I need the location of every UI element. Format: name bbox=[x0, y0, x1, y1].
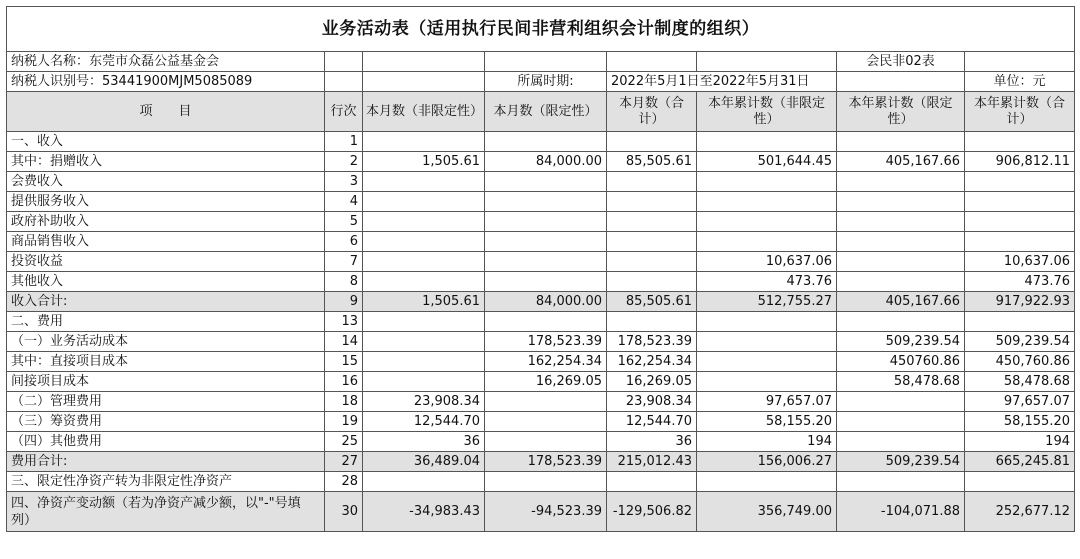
cell-ytd-total: 194 bbox=[965, 432, 1075, 452]
cell-ytd-restricted: 509,239.54 bbox=[837, 332, 965, 352]
cell-month-unrestricted bbox=[363, 472, 485, 492]
cell-month-restricted: 162,254.34 bbox=[485, 352, 607, 372]
cell-month-total bbox=[607, 472, 697, 492]
table-row bbox=[7, 312, 1075, 332]
cell-ytd-unrestricted bbox=[697, 232, 837, 252]
cell-item: 间接项目成本 bbox=[7, 372, 325, 392]
table-row bbox=[7, 132, 1075, 152]
table-row bbox=[7, 152, 1075, 172]
cell-month-unrestricted bbox=[363, 272, 485, 292]
cell-month-restricted: 178,523.39 bbox=[485, 452, 607, 472]
cell-item: 一、收入 bbox=[7, 132, 325, 152]
cell-ytd-total: 58,155.20 bbox=[965, 412, 1075, 432]
cell-month-unrestricted bbox=[363, 172, 485, 192]
cell-row-no: 27 bbox=[325, 452, 363, 472]
cell-row-no: 4 bbox=[325, 192, 363, 212]
table-row bbox=[7, 172, 1075, 192]
cell-month-restricted bbox=[485, 272, 607, 292]
cell-ytd-unrestricted bbox=[697, 472, 837, 492]
cell-month-total: 23,908.34 bbox=[607, 392, 697, 412]
col-header-row-no: 行次 bbox=[325, 92, 363, 132]
cell-ytd-total: 473.76 bbox=[965, 272, 1075, 292]
cell-row-no: 18 bbox=[325, 392, 363, 412]
table-row bbox=[7, 432, 1075, 452]
cell-month-restricted bbox=[485, 432, 607, 452]
period-value: 2022年5月1日至2022年5月31日 bbox=[607, 72, 837, 92]
cell-month-unrestricted bbox=[363, 372, 485, 392]
cell-item: （一）业务活动成本 bbox=[7, 332, 325, 352]
cell-item: 会费收入 bbox=[7, 172, 325, 192]
col-header-item: 项 目 bbox=[7, 92, 325, 132]
cell-month-restricted bbox=[485, 392, 607, 412]
report-title: 业务活动表（适用执行民间非营利组织会计制度的组织） bbox=[7, 7, 1075, 52]
cell-item: 商品销售收入 bbox=[7, 232, 325, 252]
cell-month-unrestricted bbox=[363, 232, 485, 252]
cell-ytd-total: 917,922.93 bbox=[965, 292, 1075, 312]
cell-month-unrestricted: -34,983.43 bbox=[363, 492, 485, 532]
column-header-row bbox=[7, 92, 1075, 132]
cell-month-unrestricted bbox=[363, 192, 485, 212]
cell-ytd-unrestricted bbox=[697, 332, 837, 352]
cell-month-restricted bbox=[485, 212, 607, 232]
col-header-ytd-total: 本年累计数（合计） bbox=[965, 92, 1075, 132]
cell-month-restricted bbox=[485, 172, 607, 192]
cell-ytd-total: 252,677.12 bbox=[965, 492, 1075, 532]
cell-ytd-total: 906,812.11 bbox=[965, 152, 1075, 172]
cell-ytd-total: 665,245.81 bbox=[965, 452, 1075, 472]
taxpayer-id: 纳税人识别号：53441900MJM5085089 bbox=[7, 72, 325, 92]
cell-ytd-unrestricted bbox=[697, 132, 837, 152]
cell-ytd-restricted: 509,239.54 bbox=[837, 452, 965, 472]
table-row bbox=[7, 412, 1075, 432]
cell-ytd-total bbox=[965, 132, 1075, 152]
cell-month-restricted bbox=[485, 232, 607, 252]
table-row bbox=[7, 492, 1075, 532]
cell-month-restricted: 84,000.00 bbox=[485, 152, 607, 172]
cell-ytd-restricted bbox=[837, 232, 965, 252]
cell-item: 其中：直接项目成本 bbox=[7, 352, 325, 372]
cell-month-restricted bbox=[485, 472, 607, 492]
form-code: 会民非02表 bbox=[837, 52, 965, 72]
cell-month-total bbox=[607, 312, 697, 332]
table-row bbox=[7, 352, 1075, 372]
cell-ytd-total: 97,657.07 bbox=[965, 392, 1075, 412]
cell-row-no: 28 bbox=[325, 472, 363, 492]
cell-row-no: 19 bbox=[325, 412, 363, 432]
cell-item: 其中：捐赠收入 bbox=[7, 152, 325, 172]
cell-month-restricted: 84,000.00 bbox=[485, 292, 607, 312]
col-header-month-restricted: 本月数（限定性） bbox=[485, 92, 607, 132]
table-row bbox=[7, 472, 1075, 492]
cell-ytd-restricted: 405,167.66 bbox=[837, 292, 965, 312]
table-row bbox=[7, 292, 1075, 312]
cell-ytd-unrestricted: 97,657.07 bbox=[697, 392, 837, 412]
cell-row-no: 9 bbox=[325, 292, 363, 312]
table-row bbox=[7, 192, 1075, 212]
cell-month-restricted bbox=[485, 192, 607, 212]
cell-ytd-total bbox=[965, 472, 1075, 492]
cell-ytd-restricted bbox=[837, 132, 965, 152]
cell-month-restricted bbox=[485, 412, 607, 432]
cell-month-total bbox=[607, 232, 697, 252]
cell-ytd-restricted: 450760.86 bbox=[837, 352, 965, 372]
cell-month-total bbox=[607, 132, 697, 152]
cell-month-unrestricted: 12,544.70 bbox=[363, 412, 485, 432]
table-row bbox=[7, 272, 1075, 292]
activity-statement bbox=[6, 6, 1074, 532]
table-row bbox=[7, 452, 1075, 472]
cell-item: 三、限定性净资产转为非限定性净资产 bbox=[7, 472, 325, 492]
cell-ytd-unrestricted bbox=[697, 192, 837, 212]
cell-month-unrestricted: 1,505.61 bbox=[363, 292, 485, 312]
cell-ytd-total bbox=[965, 212, 1075, 232]
cell-ytd-unrestricted bbox=[697, 312, 837, 332]
cell-month-total bbox=[607, 172, 697, 192]
cell-row-no: 8 bbox=[325, 272, 363, 292]
cell-ytd-restricted: -104,071.88 bbox=[837, 492, 965, 532]
cell-item: 政府补助收入 bbox=[7, 212, 325, 232]
cell-month-unrestricted bbox=[363, 332, 485, 352]
cell-month-unrestricted bbox=[363, 352, 485, 372]
cell-item: 费用合计: bbox=[7, 452, 325, 472]
cell-ytd-restricted: 58,478.68 bbox=[837, 372, 965, 392]
cell-ytd-restricted bbox=[837, 212, 965, 232]
cell-row-no: 14 bbox=[325, 332, 363, 352]
cell-month-total: 12,544.70 bbox=[607, 412, 697, 432]
cell-ytd-restricted bbox=[837, 392, 965, 412]
cell-item: 投资收益 bbox=[7, 252, 325, 272]
cell-month-total: 85,505.61 bbox=[607, 292, 697, 312]
cell-ytd-unrestricted: 473.76 bbox=[697, 272, 837, 292]
cell-month-restricted bbox=[485, 132, 607, 152]
cell-month-restricted: 16,269.05 bbox=[485, 372, 607, 392]
cell-ytd-total: 509,239.54 bbox=[965, 332, 1075, 352]
cell-ytd-unrestricted bbox=[697, 172, 837, 192]
cell-month-restricted bbox=[485, 252, 607, 272]
cell-month-unrestricted bbox=[363, 312, 485, 332]
cell-item: 收入合计: bbox=[7, 292, 325, 312]
cell-month-unrestricted bbox=[363, 212, 485, 232]
cell-ytd-total bbox=[965, 172, 1075, 192]
cell-ytd-total: 450,760.86 bbox=[965, 352, 1075, 372]
cell-ytd-restricted bbox=[837, 272, 965, 292]
cell-ytd-unrestricted: 356,749.00 bbox=[697, 492, 837, 532]
cell-month-total bbox=[607, 272, 697, 292]
cell-ytd-restricted bbox=[837, 192, 965, 212]
cell-ytd-total: 58,478.68 bbox=[965, 372, 1075, 392]
cell-month-restricted bbox=[485, 312, 607, 332]
cell-ytd-total bbox=[965, 192, 1075, 212]
col-header-ytd-restricted: 本年累计数（限定性） bbox=[837, 92, 965, 132]
cell-month-unrestricted: 36 bbox=[363, 432, 485, 452]
cell-month-restricted: 178,523.39 bbox=[485, 332, 607, 352]
cell-ytd-restricted bbox=[837, 252, 965, 272]
table-row bbox=[7, 212, 1075, 232]
cell-row-no: 3 bbox=[325, 172, 363, 192]
taxpayer-name: 纳税人名称：东莞市众磊公益基金会 bbox=[7, 52, 325, 72]
cell-month-unrestricted bbox=[363, 252, 485, 272]
statement-table bbox=[6, 6, 1075, 532]
cell-ytd-unrestricted bbox=[697, 212, 837, 232]
cell-row-no: 7 bbox=[325, 252, 363, 272]
cell-ytd-unrestricted: 194 bbox=[697, 432, 837, 452]
cell-month-restricted: -94,523.39 bbox=[485, 492, 607, 532]
cell-ytd-total bbox=[965, 312, 1075, 332]
cell-ytd-restricted bbox=[837, 472, 965, 492]
cell-month-total: 178,523.39 bbox=[607, 332, 697, 352]
cell-ytd-unrestricted: 512,755.27 bbox=[697, 292, 837, 312]
cell-ytd-restricted bbox=[837, 432, 965, 452]
cell-month-total: 85,505.61 bbox=[607, 152, 697, 172]
cell-month-total: -129,506.82 bbox=[607, 492, 697, 532]
cell-month-unrestricted: 23,908.34 bbox=[363, 392, 485, 412]
cell-month-unrestricted: 36,489.04 bbox=[363, 452, 485, 472]
cell-item: 提供服务收入 bbox=[7, 192, 325, 212]
cell-row-no: 6 bbox=[325, 232, 363, 252]
cell-row-no: 13 bbox=[325, 312, 363, 332]
cell-ytd-unrestricted: 156,006.27 bbox=[697, 452, 837, 472]
cell-row-no: 2 bbox=[325, 152, 363, 172]
cell-ytd-total: 10,637.06 bbox=[965, 252, 1075, 272]
cell-ytd-total bbox=[965, 232, 1075, 252]
cell-item: 二、费用 bbox=[7, 312, 325, 332]
cell-month-unrestricted bbox=[363, 132, 485, 152]
col-header-ytd-unrestricted: 本年累计数（非限定性） bbox=[697, 92, 837, 132]
cell-month-total bbox=[607, 212, 697, 232]
period-label: 所属时期: bbox=[485, 72, 607, 92]
cell-row-no: 15 bbox=[325, 352, 363, 372]
cell-row-no: 16 bbox=[325, 372, 363, 392]
cell-month-total bbox=[607, 252, 697, 272]
cell-month-unrestricted: 1,505.61 bbox=[363, 152, 485, 172]
cell-ytd-restricted bbox=[837, 172, 965, 192]
unit-label: 单位：元 bbox=[965, 72, 1075, 92]
cell-month-total: 16,269.05 bbox=[607, 372, 697, 392]
cell-ytd-unrestricted bbox=[697, 352, 837, 372]
cell-item: 其他收入 bbox=[7, 272, 325, 292]
table-row bbox=[7, 232, 1075, 252]
cell-ytd-unrestricted: 10,637.06 bbox=[697, 252, 837, 272]
cell-month-total: 162,254.34 bbox=[607, 352, 697, 372]
cell-ytd-restricted bbox=[837, 312, 965, 332]
cell-ytd-restricted: 405,167.66 bbox=[837, 152, 965, 172]
col-header-month-unrestricted: 本月数（非限定性） bbox=[363, 92, 485, 132]
table-row bbox=[7, 372, 1075, 392]
cell-item: 四、净资产变动额（若为净资产减少额，以"-"号填列） bbox=[7, 492, 325, 532]
table-row bbox=[7, 392, 1075, 412]
table-row bbox=[7, 252, 1075, 272]
cell-month-total bbox=[607, 192, 697, 212]
cell-ytd-unrestricted bbox=[697, 372, 837, 392]
cell-row-no: 1 bbox=[325, 132, 363, 152]
col-header-month-total: 本月数（合计） bbox=[607, 92, 697, 132]
cell-item: （四）其他费用 bbox=[7, 432, 325, 452]
cell-item: （三）筹资费用 bbox=[7, 412, 325, 432]
cell-ytd-unrestricted: 501,644.45 bbox=[697, 152, 837, 172]
cell-month-total: 215,012.43 bbox=[607, 452, 697, 472]
cell-row-no: 5 bbox=[325, 212, 363, 232]
cell-ytd-unrestricted: 58,155.20 bbox=[697, 412, 837, 432]
table-row bbox=[7, 332, 1075, 352]
cell-row-no: 30 bbox=[325, 492, 363, 532]
cell-item: （二）管理费用 bbox=[7, 392, 325, 412]
cell-row-no: 25 bbox=[325, 432, 363, 452]
cell-ytd-restricted bbox=[837, 412, 965, 432]
cell-month-total: 36 bbox=[607, 432, 697, 452]
